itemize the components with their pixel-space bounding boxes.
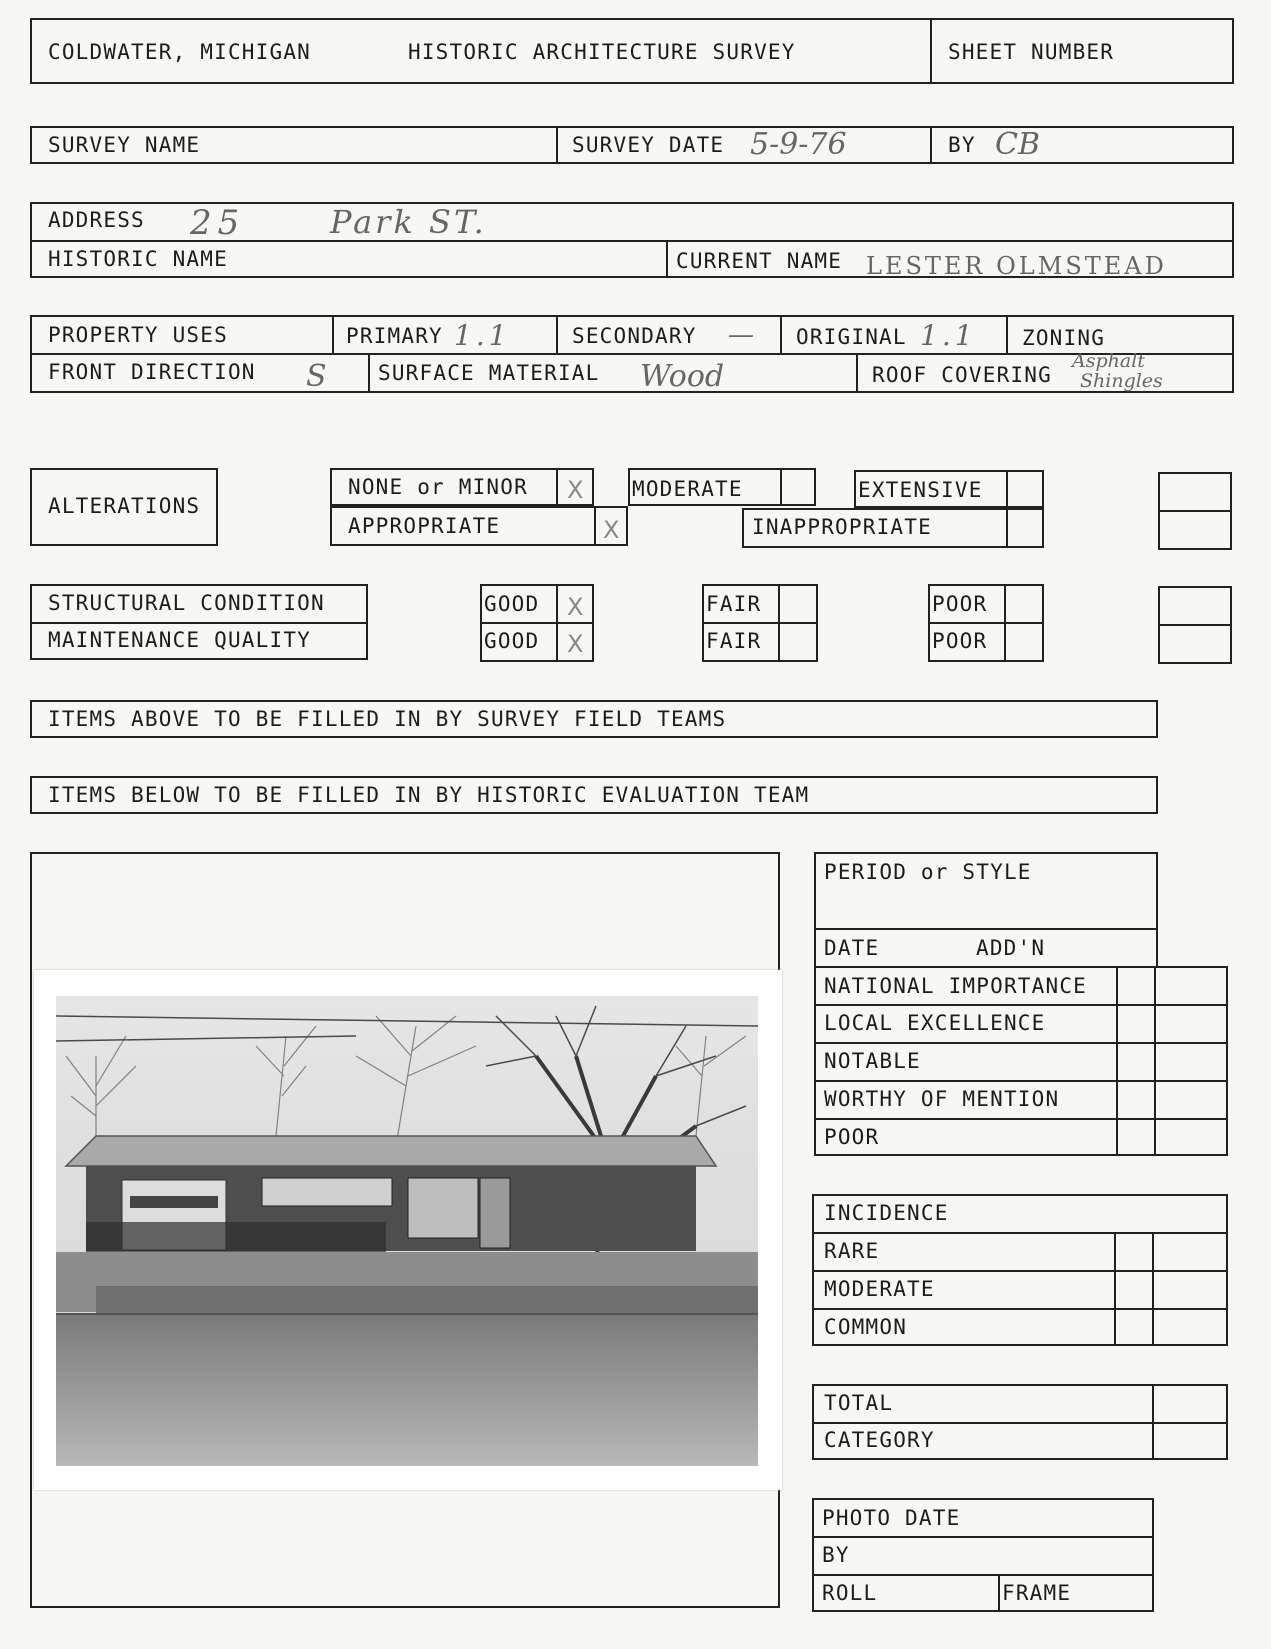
original-label: ORIGINAL	[796, 325, 907, 349]
poor-maintenance-label: POOR	[932, 629, 988, 653]
prop-div-5	[368, 353, 370, 393]
alterations-side-div	[1158, 510, 1232, 512]
moderate-label: MODERATE	[632, 477, 743, 501]
importance-row-3	[814, 1080, 1228, 1082]
note-below: ITEMS BELOW TO BE FILLED IN BY HISTORIC EVALUATION TEAM	[48, 783, 810, 807]
good-structural-label: GOOD	[484, 592, 540, 616]
poor-div-v	[1004, 584, 1006, 662]
survey-title: HISTORIC ARCHITECTURE SURVEY	[408, 40, 796, 64]
current-name-value[interactable]: LESTER OLMSTEAD	[866, 252, 1167, 280]
common-label: COMMON	[824, 1315, 908, 1339]
prop-div-2	[556, 315, 558, 353]
roof-covering-label: ROOF COVERING	[872, 363, 1052, 387]
roll-label: ROLL	[822, 1581, 878, 1605]
surface-material-label: SURFACE MATERIAL	[378, 361, 600, 385]
front-direction-value[interactable]: S	[306, 359, 327, 394]
secondary-value[interactable]: —	[728, 320, 754, 350]
incidence-label: INCIDENCE	[824, 1201, 949, 1225]
photo-by-label: BY	[822, 1543, 850, 1567]
date-label: DATE	[824, 936, 880, 960]
condition-side-div	[1158, 624, 1232, 626]
fair-maintenance-label: FAIR	[706, 629, 762, 653]
rare-label: RARE	[824, 1239, 880, 1263]
none-minor-check[interactable]: X	[567, 476, 584, 504]
category-label: CATEGORY	[824, 1428, 935, 1452]
photo-date-label: PHOTO DATE	[822, 1506, 961, 1530]
secondary-label: SECONDARY	[572, 324, 697, 348]
extensive-label: EXTENSIVE	[858, 478, 983, 502]
appropriate-label: APPROPRIATE	[348, 514, 501, 538]
header-divider	[930, 18, 932, 84]
note-above: ITEMS ABOVE TO BE FILLED IN BY SURVEY FIELD TEAMS	[48, 707, 727, 731]
prop-div-4	[1006, 315, 1008, 353]
importance-row-4	[814, 1118, 1228, 1120]
none-minor-div	[556, 468, 558, 506]
appropriate-div	[594, 506, 596, 546]
current-name-divider	[666, 240, 668, 278]
appropriate-check[interactable]: X	[603, 516, 620, 544]
poor-structural-label: POOR	[932, 592, 988, 616]
good-div-v	[556, 584, 558, 662]
house-photo-image	[56, 996, 758, 1466]
front-direction-label: FRONT DIRECTION	[48, 360, 256, 384]
good-div-h	[480, 622, 594, 624]
importance-row-1	[814, 1004, 1228, 1006]
period-style-label: PERIOD or STYLE	[824, 860, 1032, 884]
incidence-row-3	[812, 1308, 1228, 1310]
incidence-row-1	[812, 1232, 1228, 1234]
sheet-number-label: SHEET NUMBER	[948, 40, 1115, 64]
incidence-row-2	[812, 1270, 1228, 1272]
fair-div-h	[702, 622, 818, 624]
local-excellence-label: LOCAL EXCELLENCE	[824, 1011, 1046, 1035]
primary-label: PRIMARY	[346, 324, 443, 348]
current-name-label: CURRENT NAME	[676, 249, 843, 273]
incidence-div-1	[1114, 1232, 1116, 1346]
survey-date-value[interactable]: 5-9-76	[750, 127, 847, 162]
primary-value[interactable]: 1.1	[454, 319, 511, 352]
notable-label: NOTABLE	[824, 1049, 921, 1073]
fair-div-v	[778, 584, 780, 662]
original-value[interactable]: 1.1	[920, 319, 977, 352]
prop-div-3	[780, 315, 782, 353]
survey-date-label: SURVEY DATE	[572, 133, 725, 157]
moderate-div	[780, 468, 782, 506]
surface-material-value[interactable]: Wood	[640, 359, 725, 394]
fair-structural-label: FAIR	[706, 592, 762, 616]
zoning-label: ZONING	[1022, 326, 1106, 350]
incidence-div-2	[1152, 1232, 1154, 1346]
roof-covering-value-2[interactable]: Shingles	[1080, 370, 1163, 392]
roof-covering-value-1[interactable]: Asphalt	[1072, 350, 1145, 372]
address-street[interactable]: Park ST.	[330, 203, 487, 241]
frame-label: FRAME	[1002, 1581, 1072, 1605]
maintenance-quality-label: MAINTENANCE QUALITY	[48, 628, 312, 652]
property-divider	[30, 353, 1234, 355]
photo-info-row-2	[812, 1574, 1154, 1576]
worthy-of-mention-label: WORTHY OF MENTION	[824, 1087, 1060, 1111]
good-maintenance-check[interactable]: X	[567, 630, 584, 658]
total-row-div	[812, 1422, 1228, 1424]
inappropriate-label: INAPPROPRIATE	[752, 515, 932, 539]
survey-by-label: BY	[948, 133, 976, 157]
total-label: TOTAL	[824, 1391, 894, 1415]
address-number[interactable]: 25	[190, 203, 246, 243]
good-maintenance-label: GOOD	[484, 629, 540, 653]
good-structural-check[interactable]: X	[567, 593, 584, 621]
none-minor-label: NONE or MINOR	[348, 475, 528, 499]
importance-row-2	[814, 1042, 1228, 1044]
roll-frame-div	[998, 1574, 1000, 1612]
importance-div-2	[1154, 966, 1156, 1156]
prop-div-1	[332, 315, 334, 353]
survey-name-label: SURVEY NAME	[48, 133, 201, 157]
property-uses-label: PROPERTY USES	[48, 323, 228, 347]
structural-condition-label: STRUCTURAL CONDITION	[48, 591, 325, 615]
prop-div-6	[856, 353, 858, 393]
importance-div-1	[1116, 966, 1118, 1156]
moderate-incidence-label: MODERATE	[824, 1277, 935, 1301]
national-importance-label: NATIONAL IMPORTANCE	[824, 974, 1088, 998]
city-label: COLDWATER, MICHIGAN	[48, 40, 312, 64]
historic-name-label: HISTORIC NAME	[48, 247, 228, 271]
survey-divider-1	[556, 126, 558, 164]
poor-eval-label: POOR	[824, 1125, 880, 1149]
total-col-div	[1152, 1384, 1154, 1460]
address-label: ADDRESS	[48, 208, 145, 232]
condition-label-div	[30, 622, 368, 624]
alterations-label: ALTERATIONS	[48, 494, 201, 518]
survey-divider-2	[930, 126, 932, 164]
poor-div-h	[928, 622, 1044, 624]
photo-info-row-1	[812, 1536, 1154, 1538]
addn-label: ADD'N	[976, 936, 1046, 960]
house-photo	[34, 970, 782, 1490]
survey-by-value[interactable]: CB	[995, 127, 1040, 162]
